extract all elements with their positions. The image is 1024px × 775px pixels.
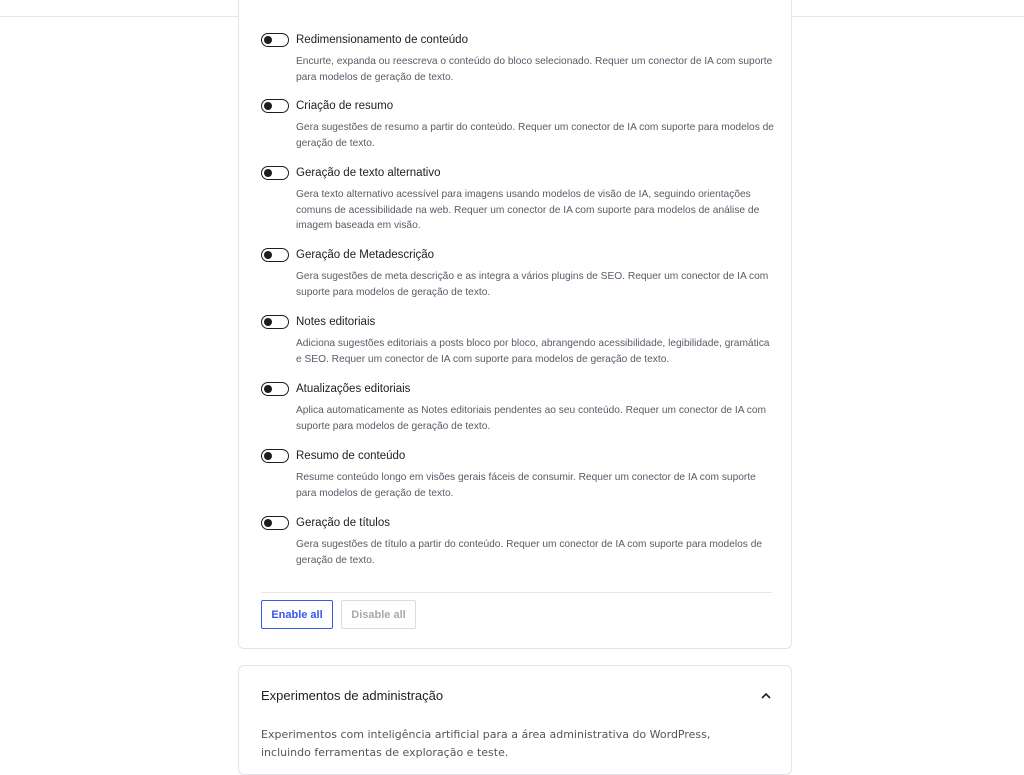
feature-item <box>261 31 776 85</box>
feature-description: Gera sugestões de resumo a partir do conteúdo. Requer um conector de IA com suporte para modelos de geração de texto. <box>296 122 774 149</box>
feature-label: Redimensionamento de conteúdo <box>296 34 468 46</box>
feature-label: Atualizações editoriais <box>296 383 411 395</box>
feature-item <box>261 514 776 568</box>
feature-label: Notes editoriais <box>296 316 376 328</box>
admin-experiments-card <box>238 665 792 775</box>
feature-label: Criação de resumo <box>296 100 394 112</box>
toggle-knob <box>264 102 272 110</box>
enable-all-button[interactable]: Enable all <box>261 600 333 629</box>
feature-description: Gera texto alternativo acessível para imagens usando modelos de visão de IA, seguindo orientações comuns de acessibilidade na web. Requer um conector de IA com suporte para modelos de análise de imagem baseada em visão. <box>296 189 760 231</box>
toggle-knob <box>264 169 272 177</box>
feature-toggle[interactable] <box>261 33 289 47</box>
toggle-knob <box>264 251 272 259</box>
feature-toggle[interactable] <box>261 166 289 180</box>
feature-item <box>261 380 776 434</box>
features-card <box>238 0 792 649</box>
section-description: Experimentos com inteligência artificial para a área administrativa do WordPress, incluindo ferramentas de exploração e teste. <box>261 728 711 759</box>
toggle-knob <box>264 385 272 393</box>
feature-item <box>261 313 776 367</box>
feature-description: Encurte, expanda ou reescreva o conteúdo do bloco selecionado. Requer um conector de IA com suporte para modelos de geração de texto. <box>296 56 773 83</box>
disable-all-button[interactable]: Disable all <box>341 600 416 629</box>
feature-description: Resume conteúdo longo em visões gerais fáceis de consumir. Requer um conector de IA com suporte para modelos de geração de texto. <box>296 472 756 499</box>
feature-toggle[interactable] <box>261 516 289 530</box>
toggle-knob <box>264 318 272 326</box>
feature-toggle[interactable] <box>261 382 289 396</box>
feature-description: Aplica automaticamente as Notes editoriais pendentes ao seu conteúdo. Requer um conector de IA com suporte para modelos de geração de texto. <box>296 405 767 432</box>
feature-label: Geração de Metadescrição <box>296 249 435 261</box>
toggle-knob <box>264 519 272 527</box>
feature-description: Adiciona sugestões editoriais a posts bloco por bloco, abrangendo acessibilidade, legibilidade, gramática e SEO. Requer um conector de IA com suporte para modelos de geração de texto. <box>296 338 770 365</box>
feature-label: Resumo de conteúdo <box>296 450 406 462</box>
feature-label: Geração de texto alternativo <box>296 167 441 179</box>
feature-item <box>261 97 776 151</box>
chevron-up-icon[interactable] <box>760 689 772 701</box>
feature-item <box>261 246 776 300</box>
feature-description: Gera sugestões de título a partir do conteúdo. Requer um conector de IA com suporte para modelos de geração de texto. <box>296 539 763 566</box>
feature-item <box>261 164 776 234</box>
feature-label: Geração de títulos <box>296 517 390 529</box>
toggle-knob <box>264 36 272 44</box>
feature-toggle[interactable] <box>261 449 289 463</box>
section-title: Experimentos de administração <box>261 687 444 703</box>
toggle-knob <box>264 452 272 460</box>
feature-toggle[interactable] <box>261 248 289 262</box>
feature-toggle[interactable] <box>261 315 289 329</box>
feature-description: Gera sugestões de meta descrição e as integra a vários plugins de SEO. Requer um conector de IA com suporte para modelos de geração de texto. <box>296 271 769 298</box>
feature-item <box>261 447 776 501</box>
divider <box>261 592 772 593</box>
feature-toggle[interactable] <box>261 99 289 113</box>
admin-experiments-header[interactable] <box>261 680 772 710</box>
